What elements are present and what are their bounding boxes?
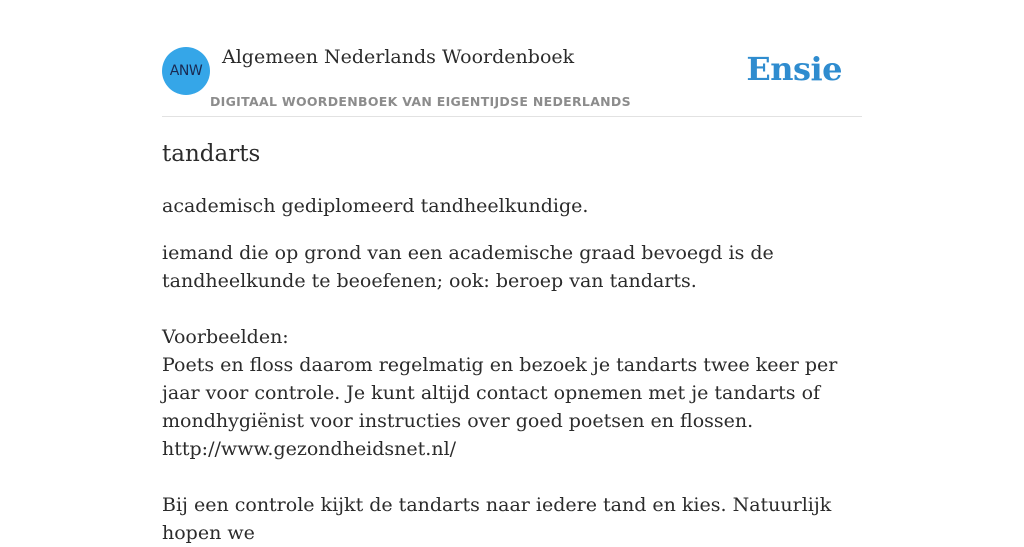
entry-content xyxy=(162,239,862,547)
site-subtitle: DIGITAAL WOORDENBOEK VAN EIGENTIJDSE NEDERLANDS xyxy=(210,94,631,109)
entry-headword: tandarts xyxy=(162,141,261,167)
example-text: Bij een controle kijkt de tandarts naar iedere tand en kies. Natuurlijk hopen we xyxy=(162,494,832,544)
page xyxy=(162,0,862,544)
entry-definition: iemand die op grond van een academische graad bevoegd is de tandheelkunde te beoefenen; ook: beroep van tandarts. xyxy=(162,242,774,292)
spacer xyxy=(162,295,862,323)
examples-label: Voorbeelden: xyxy=(162,326,289,348)
site-header xyxy=(162,0,862,117)
example-source-link[interactable]: http://www.gezondheidsnet.nl/ xyxy=(162,438,457,460)
entry-summary: academisch gediplomeerd tandheelkundige. xyxy=(162,195,589,217)
ensie-logo[interactable]: Ensie xyxy=(746,50,842,88)
spacer xyxy=(162,463,862,491)
anw-logo[interactable]: ANW xyxy=(162,47,210,95)
site-title[interactable]: Algemeen Nederlands Woordenboek xyxy=(222,46,575,68)
example-text: Poets en floss daarom regelmatig en bezoek je tandarts twee keer per jaar voor controle. Je kunt altijd contact opnemen met je tandarts of mondhygiënist voor instructies over goed poetsen en flossen. xyxy=(162,354,838,432)
